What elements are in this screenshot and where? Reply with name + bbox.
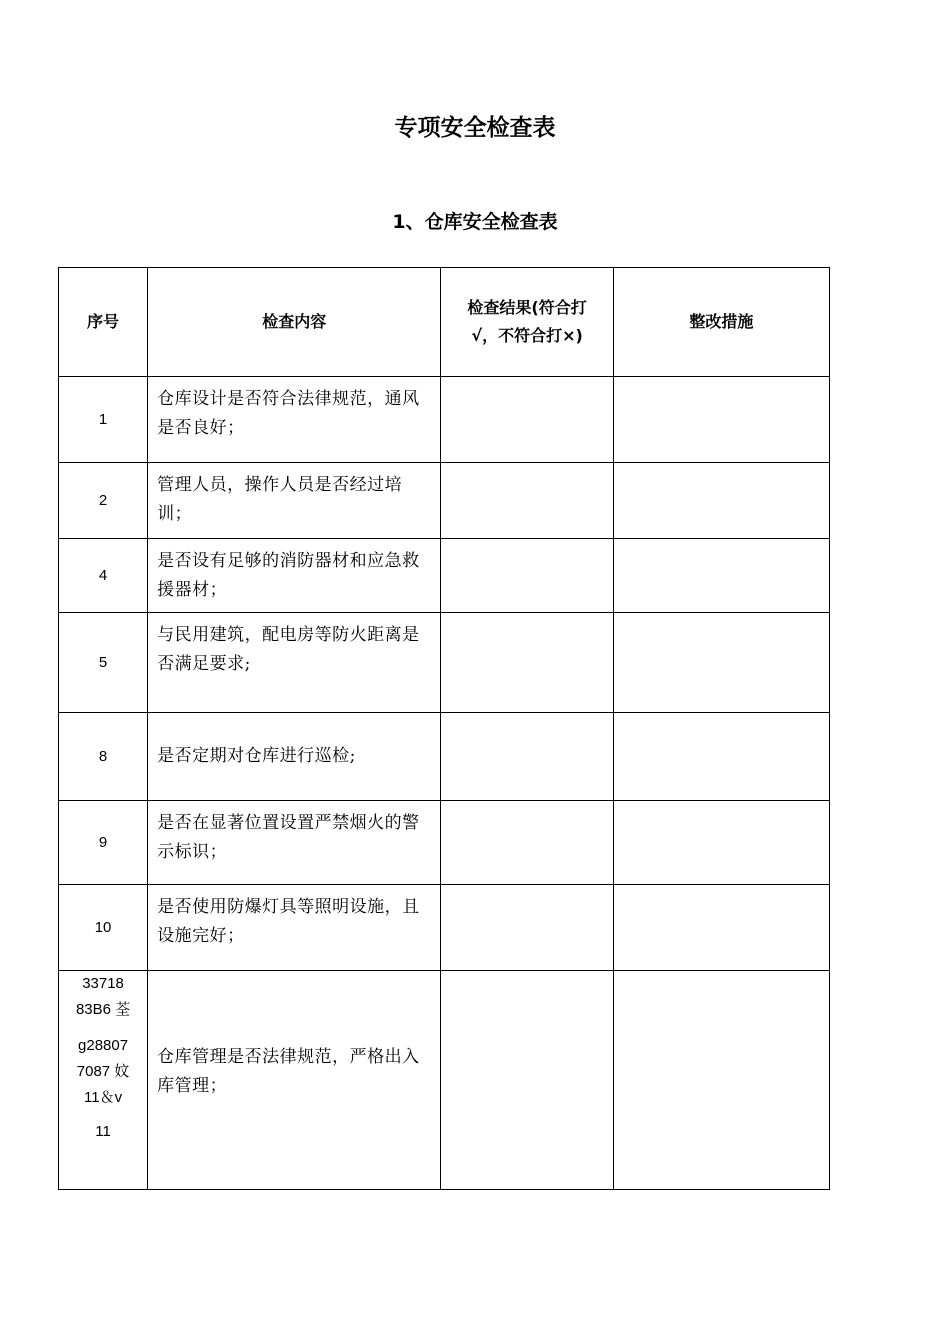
row-seq: 10	[59, 885, 148, 971]
header-fix: 整改措施	[613, 268, 829, 377]
header-result-line2: √，不符合打×)	[471, 326, 583, 345]
row-fix-cell[interactable]	[613, 463, 829, 539]
row-fix-cell[interactable]	[613, 801, 829, 885]
row-content: 管理人员，操作人员是否经过培训；	[148, 463, 441, 539]
row-seq-line: 11＆v	[84, 1089, 123, 1106]
row-content: 是否设有足够的消防器材和应急救援器材；	[148, 539, 441, 613]
row-content: 是否定期对仓库进行巡检;	[148, 713, 441, 801]
row-fix-cell[interactable]	[613, 971, 829, 1190]
row-fix-cell[interactable]	[613, 713, 829, 801]
row-seq: 4	[59, 539, 148, 613]
header-content: 检查内容	[148, 268, 441, 377]
table-row	[59, 463, 830, 539]
row-result-cell[interactable]	[441, 613, 613, 713]
row-seq: 2	[59, 463, 148, 539]
table-row	[59, 801, 830, 885]
row-seq: 8	[59, 713, 148, 801]
row-seq-line: 83B6 荃	[75, 1001, 131, 1018]
row-seq: 9	[59, 801, 148, 885]
document-title: 专项安全检查表	[394, 115, 556, 141]
row-result-cell[interactable]	[441, 971, 613, 1190]
header-result-line1: 检查结果(符合打	[467, 298, 587, 317]
table-row	[59, 713, 830, 801]
table-row	[59, 613, 830, 713]
row-result-cell[interactable]	[441, 463, 613, 539]
row-result-cell[interactable]	[441, 885, 613, 971]
row-fix-cell[interactable]	[613, 539, 829, 613]
inspection-table	[58, 267, 830, 1190]
row-content: 是否使用防爆灯具等照明设施，且设施完好；	[148, 885, 441, 971]
row-fix-cell[interactable]	[613, 613, 829, 713]
header-seq: 序号	[59, 268, 148, 377]
row-fix-cell[interactable]	[613, 377, 829, 463]
header-result	[441, 268, 613, 377]
row-content: 是否在显著位置设置严禁烟火的警示标识；	[148, 801, 441, 885]
row-seq-line: 11	[95, 1123, 111, 1140]
table-row	[59, 377, 830, 463]
row-result-cell[interactable]	[441, 713, 613, 801]
table-row	[59, 885, 830, 971]
row-seq-line: g28807	[78, 1037, 129, 1054]
table-header-row	[59, 268, 830, 377]
row-seq	[59, 971, 148, 1190]
table-row	[59, 539, 830, 613]
row-result-cell[interactable]	[441, 539, 613, 613]
row-fix-cell[interactable]	[613, 885, 829, 971]
table-row	[59, 971, 830, 1190]
row-content: 仓库管理是否法律规范，严格出入库管理；	[148, 971, 441, 1190]
row-seq-line: 7087 妏	[76, 1063, 130, 1080]
row-content: 仓库设计是否符合法律规范，通风是否良好；	[148, 377, 441, 463]
row-content: 与民用建筑，配电房等防火距离是否满足要求;	[148, 613, 441, 713]
row-seq: 1	[59, 377, 148, 463]
row-seq: 5	[59, 613, 148, 713]
section-title: 1、仓库安全检查表	[392, 211, 558, 233]
row-seq-line: 33718	[82, 975, 124, 992]
row-result-cell[interactable]	[441, 377, 613, 463]
row-result-cell[interactable]	[441, 801, 613, 885]
